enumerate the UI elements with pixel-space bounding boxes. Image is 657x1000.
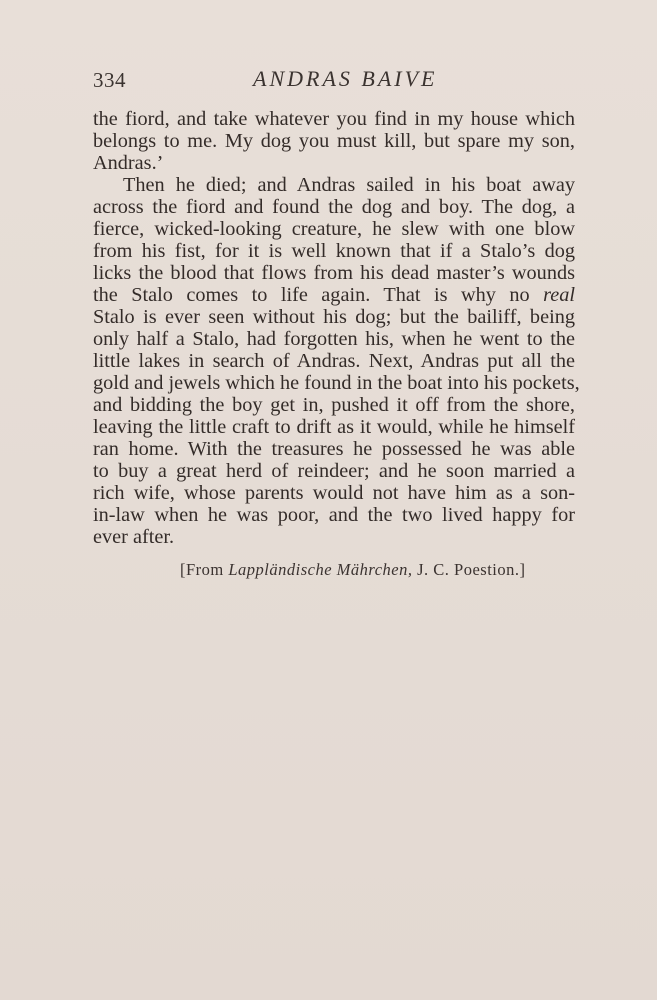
text-line: Stalo is ever seen without his dog; but the bailiff, being [93,306,575,328]
text-line: in-law when he was poor, and the two lived happy for [93,504,575,526]
text-segment: the Stalo comes to life again. That is why no [93,284,530,306]
emphasis-word: real [543,284,575,306]
text-line: fierce, wicked-looking creature, he slew with one blow [93,218,575,240]
text-line: and bidding the boy get in, pushed it off from the shore, [93,394,575,416]
text-line: rich wife, whose parents would not have him as a son- [93,482,575,504]
text-line: to buy a great herd of reindeer; and he soon married a [93,460,575,482]
page-header [93,66,575,96]
text-line: gold and jewels which he found in the boat into his pockets, [93,372,580,394]
body-text [93,108,580,548]
text-line: belongs to me. My dog you must kill, but spare my son, [93,130,575,152]
text-line: little lakes in search of Andras. Next, Andras put all the [93,350,575,372]
text-line: the fiord, and take whatever you find in my house which [93,108,575,130]
text-line [93,284,575,306]
text-line: ever after. [93,526,175,548]
text-line: Then he died; and Andras sailed in his boat away [123,174,575,196]
text-line: Andras.’ [93,152,164,174]
running-title: ANDRAS BAIVE [253,66,438,91]
text-line: leaving the little craft to drift as it would, while he himself [93,416,575,438]
page-number: 334 [93,68,126,92]
citation-open: [From [180,560,224,579]
text-line: across the fiord and found the dog and boy. The dog, a [93,196,575,218]
citation-title: Lappländische Mährchen, [228,560,413,579]
text-line: only half a Stalo, had forgotten his, when he went to the [93,328,575,350]
text-line: licks the blood that flows from his dead master’s wounds [93,262,575,284]
source-citation [180,560,526,580]
text-line: ran home. With the treasures he possessed he was able [93,438,575,460]
citation-author: J. C. Poestion.] [417,560,526,579]
text-line: from his fist, for it is well known that if a Stalo’s dog [93,240,575,262]
